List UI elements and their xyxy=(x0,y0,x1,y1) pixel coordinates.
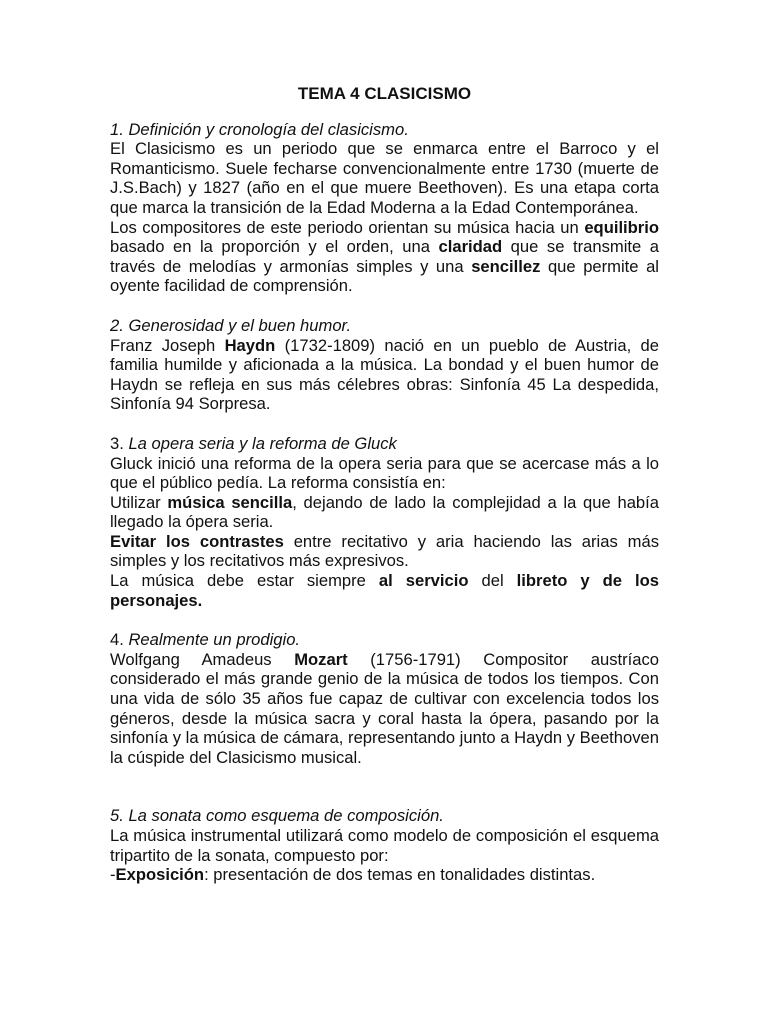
bold-term: claridad xyxy=(438,237,503,257)
section-3-number: 3. xyxy=(110,433,129,453)
page-title: TEMA 4 CLASICISMO xyxy=(297,84,472,103)
spacer xyxy=(110,610,659,630)
section-3-heading xyxy=(110,434,659,454)
section-3-heading-text: La opera seria y la reforma de Gluck xyxy=(128,433,397,453)
bold-term: equilibrio xyxy=(584,217,659,237)
section-4-heading xyxy=(110,630,659,650)
text-span: La música debe estar siempre xyxy=(110,571,379,591)
bold-term: sencillez xyxy=(471,256,541,276)
text-span: , dejando de lado la complejidad a la que había llegado la ópera seria. xyxy=(110,492,659,532)
text-span: (1732-1809) nació en un pueblo de Austria, de familia humilde y aficionada a la música. La bondad y el buen humor de Haydn se refleja en sus más célebres obras: Sinfonía 45 La despedida, Sinfonía 94 Sorpresa. xyxy=(110,335,659,414)
text-span: (1756-1791) Compositor austríaco considerado el más grande genio de la música de todos los tiempos. Con una vida de sólo 35 años fue capaz de cultivar con excelencia todos los géneros, desde la música sacra y coral hasta la ópera, pasando por la sinfonía y la música de cámara, representando junto a Haydn y Beethoven la cúspide del Clasicismo musical. xyxy=(110,649,659,767)
document-page xyxy=(110,84,659,885)
text-span: Los compositores de este periodo orientan su música hacia un xyxy=(110,217,585,237)
bold-term: al servicio xyxy=(378,571,469,591)
section-1 xyxy=(110,120,659,296)
text-span: basado en la proporción y el orden, una xyxy=(110,237,439,257)
spacer xyxy=(110,767,659,806)
section-4-number: 4. xyxy=(110,630,129,650)
section-2-paragraph-1 xyxy=(110,336,659,414)
section-4 xyxy=(110,630,659,767)
text-span: del xyxy=(468,571,517,591)
section-3-paragraph-3 xyxy=(110,532,659,571)
section-4-paragraph-1 xyxy=(110,650,659,768)
text-span: - xyxy=(110,865,116,885)
text-span: que permite al oyente facilidad de comprensión. xyxy=(110,256,659,296)
section-5 xyxy=(110,806,659,884)
text-span: entre recitativo y aria haciendo las arias más simples y los recitativos más expresivos. xyxy=(110,531,660,571)
section-1-paragraph-2 xyxy=(110,218,659,296)
section-3-paragraph-1: Gluck inició una reforma de la opera seria para que se acercase más a lo que el público pedía. La reforma consistía en: xyxy=(110,453,659,493)
text-span: Wolfgang Amadeus xyxy=(110,649,295,669)
bold-term: Haydn xyxy=(224,335,276,355)
section-2 xyxy=(110,316,659,414)
bold-term: libreto y de los personajes. xyxy=(110,571,659,610)
section-3-paragraph-2 xyxy=(110,493,659,532)
bold-term: música sencilla xyxy=(167,492,293,512)
section-2-heading: 2. Generosidad y el buen humor. xyxy=(110,315,352,335)
bold-term: Exposición xyxy=(115,865,205,885)
text-span: Utilizar xyxy=(110,492,168,512)
section-1-paragraph-1: El Clasicismo es un periodo que se enmarca entre el Barroco y el Romanticismo. Suele fecharse convencionalmente entre 1730 (muerte de J.S.Bach) y 1827 (año en el que muere Beethoven). Es una etapa corta que marca la transición de la Edad Moderna a la Edad Contemporánea. xyxy=(110,139,659,217)
section-4-heading-text: Realmente un prodigio. xyxy=(128,630,301,650)
text-span: que se transmite a través de melodías y armonías simples y una xyxy=(110,237,659,276)
text-span: Franz Joseph xyxy=(110,335,225,355)
section-5-paragraph-1: La música instrumental utilizará como modelo de composición el esquema tripartito de la sonata, compuesto por: xyxy=(110,826,659,865)
spacer xyxy=(110,296,659,316)
bold-term: Mozart xyxy=(294,649,348,669)
spacer xyxy=(110,414,659,434)
section-3 xyxy=(110,434,659,610)
section-5-heading: 5. La sonata como esquema de composición. xyxy=(110,806,444,826)
section-1-heading: 1. Definición y cronología del clasicismo. xyxy=(110,119,409,139)
bold-term: Evitar los contrastes xyxy=(110,531,284,551)
text-span: : presentación de dos temas en tonalidades distintas. xyxy=(204,865,596,885)
section-3-paragraph-4 xyxy=(110,571,659,610)
section-5-paragraph-2 xyxy=(110,865,659,885)
